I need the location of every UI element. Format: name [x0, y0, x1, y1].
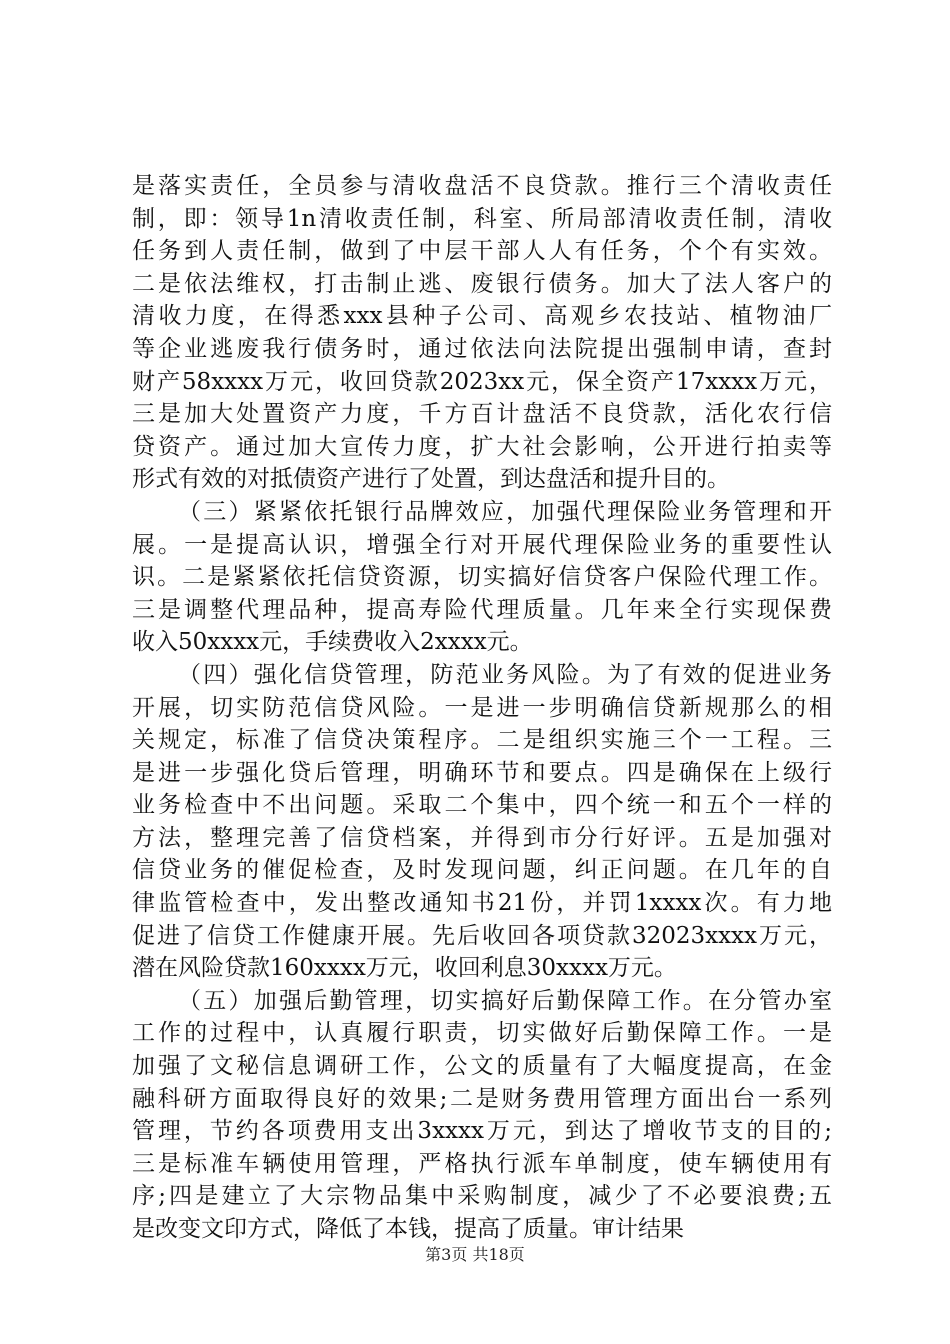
text-line: 三是加大处置资产力度，千方百计盘活不良贷款，活化农行信 — [132, 401, 832, 428]
text-line: 融科研方面取得良好的效果;二是财务费用管理方面出台一系列 — [132, 1085, 832, 1112]
text-line: 潜在风险贷款160xxxx万元，收回利息30xxxx万元。 — [132, 955, 677, 982]
text-line: 促进了信贷工作健康开展。先后收回各项贷款32023xxxx万元， — [132, 922, 832, 949]
text-line: 贷资产。通过加大宣传力度，扩大社会影响，公开进行拍卖等 — [132, 433, 832, 460]
text-line: 三是标准车辆使用管理，严格执行派车单制度，使车辆使用有 — [132, 1150, 832, 1177]
text-line: 关规定，标准了信贷决策程序。二是组织实施三个一工程。三 — [132, 727, 832, 754]
text-line: 管理，节约各项费用支出3xxxx万元，到达了增收节支的目的; — [132, 1118, 832, 1145]
text-line: 律监管检查中，发出整改通知书21份，并罚1xxxx次。有力地 — [132, 890, 832, 917]
text-line: 业务检查中不出问题。采取二个集中，四个统一和五个一样的 — [132, 792, 832, 819]
text-line: （五）加强后勤管理，切实搞好后勤保障工作。在分管办室 — [178, 987, 832, 1014]
text-line: 三是调整代理品种，提高寿险代理质量。几年来全行实现保费 — [132, 596, 832, 623]
text-line: 是进一步强化贷后管理，明确环节和要点。四是确保在上级行 — [132, 759, 832, 786]
text-line: 识。二是紧紧依托信贷资源，切实搞好信贷客户保险代理工作。 — [132, 564, 832, 591]
text-line: 方法，整理完善了信贷档案，并得到市分行好评。五是加强对 — [132, 824, 832, 851]
text-line: 制，即：领导1n清收责任制，科室、所局部清收责任制，清收 — [132, 205, 832, 232]
text-line: （四）强化信贷管理，防范业务风险。为了有效的促进业务 — [178, 661, 832, 688]
text-line: 展。一是提高认识，增强全行对开展代理保险业务的重要性认 — [132, 531, 832, 558]
text-line: 二是依法维权，打击制止逃、废银行债务。加大了法人客户的 — [132, 270, 832, 297]
text-line: 任务到人责任制，做到了中层干部人人有任务，个个有实效。 — [132, 238, 832, 265]
text-line: 序;四是建立了大宗物品集中采购制度，减少了不必要浪费;五 — [132, 1183, 832, 1210]
text-line: 信贷业务的催促检查，及时发现问题，纠正问题。在几年的自 — [132, 857, 832, 884]
text-line: 是改变文印方式，降低了本钱，提高了质量。审计结果 — [132, 1216, 684, 1242]
text-line: 收入50xxxx元，手续费收入2xxxx元。 — [132, 629, 533, 656]
text-line: 清收力度，在得悉xxx县种子公司、高观乡农技站、植物油厂 — [132, 303, 832, 330]
text-line: 工作的过程中，认真履行职责，切实做好后勤保障工作。一是 — [132, 1020, 832, 1047]
text-line: 等企业逃废我行债务时，通过依法向法院提出强制申请，查封 — [132, 335, 832, 362]
text-line: （三）紧紧依托银行品牌效应，加强代理保险业务管理和开 — [178, 498, 832, 525]
text-line: 是落实责任，全员参与清收盘活不良贷款。推行三个清收责任 — [132, 173, 832, 199]
page-footer: 第3页 共18页 — [425, 1245, 525, 1264]
text-line: 形式有效的对抵债资产进行了处置，到达盘活和提升目的。 — [132, 466, 730, 493]
document-body — [132, 170, 832, 1246]
text-line: 开展，切实防范信贷风险。一是进一步明确信贷新规那么的相 — [132, 694, 832, 721]
text-line: 财产58xxxx万元，收回贷款2023xx元，保全资产17xxxx万元， — [132, 368, 832, 395]
text-line: 加强了文秘信息调研工作，公文的质量有了大幅度提高，在金 — [132, 1053, 832, 1080]
